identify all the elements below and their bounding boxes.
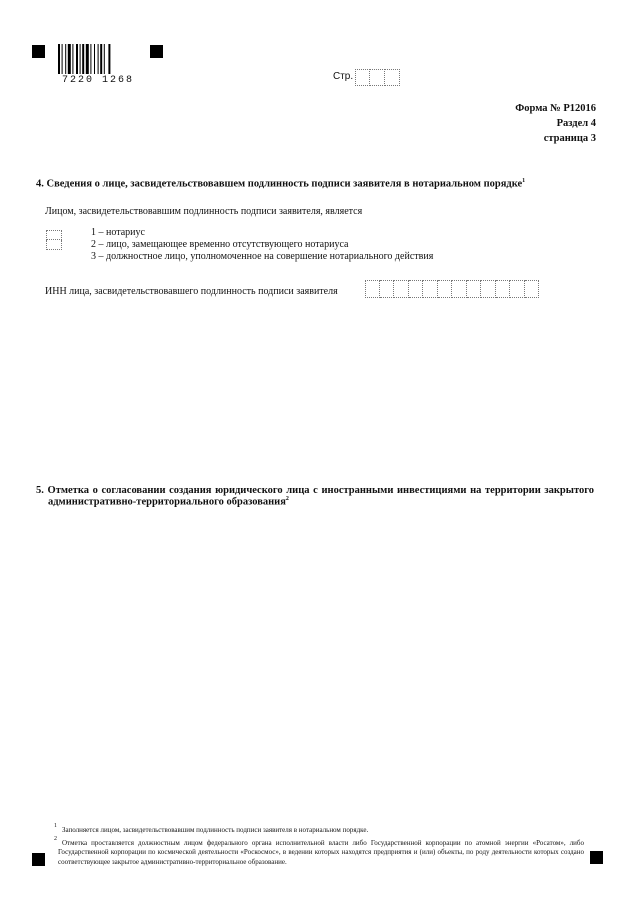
footnote-1-number: 1 [54, 823, 57, 829]
inn-cell[interactable] [394, 280, 409, 298]
section4-intro: Лицом, засвидетельствовавшим подлинность подписи заявителя, является [45, 206, 363, 217]
inn-cell[interactable] [423, 280, 438, 298]
page-number-cell[interactable] [355, 69, 370, 86]
section5-title-line2: административно-территориального образования [48, 496, 286, 508]
footnote-1-text: Заполняется лицом, засвидетельствовавшим подлинность подписи заявителя в нотариальном порядке. [62, 826, 369, 834]
corner-marker-bottom-left [32, 853, 45, 866]
footnote-2-number: 2 [54, 835, 57, 842]
signer-type-cell[interactable] [46, 240, 62, 250]
footnote-ref-1: 1 [522, 178, 526, 184]
inn-cell[interactable] [525, 280, 540, 298]
inn-cell[interactable] [467, 280, 482, 298]
section5-title [36, 485, 594, 508]
option-2: 2 – лицо, замещающее временно отсутствующего нотариуса [91, 239, 349, 250]
footnote-2-text: Отметка проставляется должностным лицом федерального органа исполнительной власти либо Государственной корпорации по атомной энергии «Росатом», либо Государственной корпорации по космической деятельности «Роскосмос», в ведении которых находятся предприятия и (или) объекты, по роду деятельности которых создано соответствующее закрытое административно-территориальное образование. [58, 838, 584, 866]
page-number-text: страница 3 [543, 133, 596, 144]
inn-cell[interactable] [365, 280, 380, 298]
page-number-cell[interactable] [385, 69, 400, 86]
option-1: 1 – нотариус [91, 227, 145, 238]
signer-type-field[interactable] [46, 230, 62, 250]
inn-label: ИНН лица, засвидетельствовавшего подлинность подписи заявителя [45, 286, 338, 297]
footnote-ref-2: 2 [285, 496, 289, 502]
footnotes [54, 823, 584, 867]
inn-field[interactable] [365, 280, 539, 298]
section5-title-line2-wrap [36, 496, 594, 508]
inn-cell[interactable] [452, 280, 467, 298]
signer-type-cell[interactable] [46, 230, 62, 240]
footnote-2 [54, 835, 584, 868]
inn-cell[interactable] [510, 280, 525, 298]
inn-cell[interactable] [481, 280, 496, 298]
section-number: Раздел 4 [556, 118, 596, 129]
page-number-cell[interactable] [370, 69, 385, 86]
inn-cell[interactable] [496, 280, 511, 298]
section5-title-line1: 5. Отметка о согласовании создания юридического лица с иностранными инвестициями на территории закрытого [36, 485, 594, 496]
barcode-number: 7220 1268 [62, 75, 135, 86]
inn-cell[interactable] [380, 280, 395, 298]
corner-marker-bottom-right [590, 851, 603, 864]
page-number-field[interactable] [355, 69, 400, 86]
option-3: 3 – должностное лицо, уполномоченное на совершение нотариального действия [91, 251, 434, 262]
section4-title [36, 178, 525, 190]
section4-title-text: 4. Сведения о лице, засвидетельствовавшем подлинность подписи заявителя в нотариальном порядке [36, 178, 523, 190]
inn-cell[interactable] [438, 280, 453, 298]
barcode-image [58, 44, 138, 74]
form-number: Форма № Р12016 [515, 103, 596, 114]
inn-cell[interactable] [409, 280, 424, 298]
footnote-1 [54, 823, 584, 836]
corner-marker-top-right [150, 45, 163, 58]
corner-marker-top-left [32, 45, 45, 58]
page-number-label: Стр. [333, 71, 354, 82]
